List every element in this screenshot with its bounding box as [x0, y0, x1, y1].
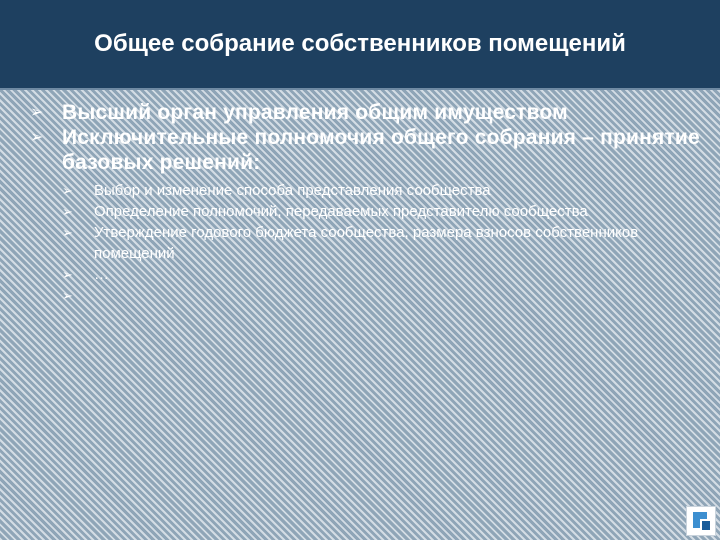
slide-content	[0, 100, 700, 303]
slide-title: Общее собрание собственников помещений	[94, 30, 626, 57]
bullet-item-2	[0, 125, 700, 175]
arrowhead-bullet-icon: ➢	[30, 104, 44, 121]
sub-bullet-item-1	[0, 180, 700, 201]
arrowhead-bullet-icon: ➢	[62, 288, 73, 303]
sub-bullet-text: …	[94, 266, 109, 283]
bullet-item-1	[0, 100, 700, 125]
arrowhead-bullet-icon: ➢	[62, 267, 73, 282]
sub-bullet-item-2	[0, 201, 700, 222]
bullet-text: Исключительные полномочия общего собрания – принятие базовых решений:	[62, 126, 700, 174]
arrowhead-bullet-icon: ➢	[62, 183, 73, 198]
arrowhead-bullet-icon: ➢	[30, 129, 44, 146]
sub-bullet-text: Утверждение годового бюджета сообщества, размера взносов собственников помещений	[94, 224, 639, 262]
presentation-logo-icon	[686, 506, 716, 536]
sub-bullet-text: Определение полномочий, передаваемых представителю сообщества	[94, 203, 588, 220]
arrowhead-bullet-icon: ➢	[62, 204, 73, 219]
slide-header	[0, 0, 720, 90]
sub-bullet-item-3	[0, 222, 700, 264]
sub-bullet-item-4	[0, 264, 700, 285]
sub-bullet-text: Выбор и изменение способа представления сообщества	[94, 182, 491, 199]
logo-square-dark	[700, 519, 712, 532]
arrowhead-bullet-icon: ➢	[62, 225, 73, 240]
bullet-text: Высший орган управления общим имуществом	[62, 101, 568, 124]
